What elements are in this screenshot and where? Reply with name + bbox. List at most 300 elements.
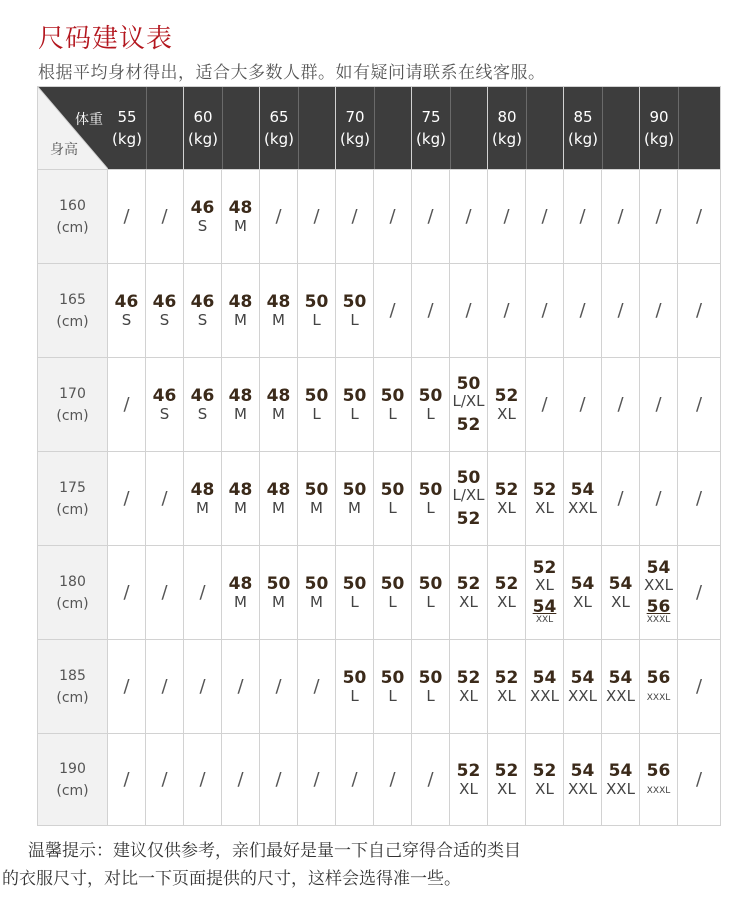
size-cell xyxy=(526,264,564,358)
weight-unit: (kg) xyxy=(112,130,142,148)
size-label: XXL xyxy=(606,686,635,705)
size-na: / xyxy=(123,393,130,415)
size-cell xyxy=(526,452,564,546)
size-cell xyxy=(260,264,298,358)
size-number: 52 xyxy=(532,479,557,500)
size-na: / xyxy=(655,487,662,509)
size-label: M xyxy=(348,498,361,517)
weight-value: 55 xyxy=(117,108,137,126)
size-na: / xyxy=(617,205,624,227)
weight-unit: (kg) xyxy=(492,130,522,148)
weight-header-70 xyxy=(336,87,412,170)
size-cell xyxy=(678,452,721,546)
size-na: / xyxy=(465,205,472,227)
size-cell xyxy=(298,452,336,546)
size-na: / xyxy=(695,581,703,603)
size-na: / xyxy=(427,205,434,227)
height-unit: (cm) xyxy=(56,782,89,799)
size-label: L/XL xyxy=(452,392,485,411)
size-number: 48 xyxy=(190,479,215,500)
size-number: 50 xyxy=(304,573,329,594)
height-header xyxy=(38,640,108,734)
size-na: / xyxy=(161,675,168,697)
size-cell xyxy=(260,358,298,452)
size-number: 54 xyxy=(532,667,557,688)
height-value: 190 xyxy=(59,760,86,777)
height-value: 180 xyxy=(59,573,86,590)
size-cell xyxy=(374,452,412,546)
height-row-185 xyxy=(38,640,721,734)
size-na: / xyxy=(161,205,168,227)
size-cell xyxy=(678,170,721,264)
size-na: / xyxy=(695,299,703,321)
size-label: L xyxy=(388,404,397,423)
size-cell xyxy=(564,264,602,358)
size-label: S xyxy=(197,404,208,423)
size-label: M xyxy=(234,592,247,611)
size-number: 48 xyxy=(228,197,253,218)
size-na: / xyxy=(123,205,130,227)
size-number: 50 xyxy=(304,479,329,500)
height-row-190 xyxy=(38,734,721,826)
size-number: 52 xyxy=(456,508,481,529)
size-na: / xyxy=(695,768,703,790)
size-label: M xyxy=(272,498,285,517)
size-cell xyxy=(640,546,678,640)
size-cell xyxy=(108,734,146,826)
weight-value: 60 xyxy=(193,108,213,126)
size-cell xyxy=(488,734,526,826)
size-number: 50 xyxy=(380,385,405,406)
size-cell xyxy=(374,546,412,640)
size-cell xyxy=(564,170,602,264)
height-unit: (cm) xyxy=(56,407,89,424)
size-cell xyxy=(678,264,721,358)
size-label: M xyxy=(196,498,209,517)
size-na: / xyxy=(427,768,434,790)
size-label: XL xyxy=(497,686,516,705)
page-title: 尺码建议表 xyxy=(38,24,174,54)
size-label: L xyxy=(426,686,435,705)
size-cell xyxy=(450,358,488,452)
size-number: 50 xyxy=(342,291,367,312)
height-value: 170 xyxy=(59,385,86,402)
size-cell xyxy=(602,358,640,452)
size-cell xyxy=(336,170,374,264)
size-na: / xyxy=(237,675,244,697)
tip-note xyxy=(0,837,750,893)
size-number: 50 xyxy=(342,573,367,594)
weight-header-55 xyxy=(108,87,184,170)
size-cell xyxy=(526,640,564,734)
size-cell xyxy=(602,640,640,734)
size-cell xyxy=(146,358,184,452)
size-cell xyxy=(564,546,602,640)
size-cell xyxy=(412,640,450,734)
size-number: 50 xyxy=(418,573,443,594)
size-number: 54 xyxy=(570,479,595,500)
size-label: XXL xyxy=(535,615,554,626)
size-number: 52 xyxy=(456,667,481,688)
size-cell xyxy=(678,546,721,640)
size-label: XXXL xyxy=(646,785,671,796)
size-number: 50 xyxy=(304,291,329,312)
size-number: 46 xyxy=(152,291,177,312)
size-na: / xyxy=(313,675,320,697)
size-cell xyxy=(260,546,298,640)
size-cell xyxy=(640,640,678,734)
weight-unit: (kg) xyxy=(568,130,598,148)
size-cell xyxy=(640,170,678,264)
tip-line-2: 的衣服尺寸，对比一下页面提供的尺寸，这样会选得准一些。 xyxy=(2,869,461,889)
size-na: / xyxy=(161,581,168,603)
size-cell xyxy=(564,452,602,546)
size-na: / xyxy=(617,487,624,509)
height-header xyxy=(38,264,108,358)
weight-unit: (kg) xyxy=(264,130,294,148)
size-cell xyxy=(336,452,374,546)
size-na: / xyxy=(617,393,624,415)
size-number: 50 xyxy=(456,373,481,394)
size-label: L xyxy=(350,686,359,705)
size-na: / xyxy=(199,768,206,790)
size-label: S xyxy=(197,216,208,235)
size-number: 50 xyxy=(418,385,443,406)
size-cell xyxy=(488,170,526,264)
weight-value: 80 xyxy=(497,108,517,126)
size-number: 52 xyxy=(532,557,557,578)
size-na: / xyxy=(123,768,130,790)
size-cell xyxy=(564,358,602,452)
size-cell xyxy=(450,264,488,358)
height-header xyxy=(38,546,108,640)
size-cell xyxy=(222,546,260,640)
size-label: L xyxy=(350,404,359,423)
size-label: XL xyxy=(459,592,478,611)
weight-value: 75 xyxy=(421,108,441,126)
size-label: M xyxy=(234,216,247,235)
size-label: L/XL xyxy=(452,486,485,505)
height-row-165 xyxy=(38,264,721,358)
size-cell xyxy=(412,170,450,264)
size-cell xyxy=(336,264,374,358)
size-number: 48 xyxy=(228,385,253,406)
size-na: / xyxy=(123,675,130,697)
size-cell xyxy=(146,546,184,640)
size-cell xyxy=(298,734,336,826)
size-na: / xyxy=(655,299,662,321)
size-cell xyxy=(488,358,526,452)
size-number: 48 xyxy=(266,385,291,406)
size-cell xyxy=(450,546,488,640)
size-na: / xyxy=(503,205,510,227)
size-number: 52 xyxy=(456,573,481,594)
size-label: M xyxy=(234,404,247,423)
size-number: 48 xyxy=(228,573,253,594)
size-cell xyxy=(146,734,184,826)
size-na: / xyxy=(389,205,396,227)
weight-value: 90 xyxy=(649,108,669,126)
size-cell xyxy=(602,734,640,826)
size-cell xyxy=(108,452,146,546)
size-label: XXL xyxy=(606,779,635,798)
size-label: XL xyxy=(611,592,630,611)
size-cell xyxy=(108,264,146,358)
size-label: M xyxy=(234,498,247,517)
size-chart-table xyxy=(37,86,721,826)
size-number: 56 xyxy=(646,668,671,689)
size-number: 52 xyxy=(494,760,519,781)
size-cell xyxy=(678,734,721,826)
weight-unit: (kg) xyxy=(644,130,674,148)
size-number: 54 xyxy=(608,573,633,594)
size-na: / xyxy=(541,205,548,227)
size-number: 52 xyxy=(456,414,481,435)
size-cell xyxy=(374,734,412,826)
size-label: M xyxy=(272,310,285,329)
size-na: / xyxy=(161,487,168,509)
size-number: 56 xyxy=(646,761,671,782)
size-cell xyxy=(526,358,564,452)
size-number: 50 xyxy=(342,479,367,500)
size-na: / xyxy=(655,205,662,227)
size-cell xyxy=(260,640,298,734)
size-cell xyxy=(374,170,412,264)
size-label: XXL xyxy=(644,576,673,595)
size-cell xyxy=(108,640,146,734)
size-number: 50 xyxy=(418,479,443,500)
size-na: / xyxy=(695,393,703,415)
weight-value: 65 xyxy=(269,108,289,126)
weight-header-65 xyxy=(260,87,336,170)
size-na: / xyxy=(123,581,130,603)
size-na: / xyxy=(275,205,282,227)
size-number: 46 xyxy=(190,291,215,312)
weight-header-60 xyxy=(184,87,260,170)
size-cell xyxy=(602,264,640,358)
size-label: XL xyxy=(535,576,554,595)
size-cell xyxy=(602,546,640,640)
size-label: XXL xyxy=(530,686,559,705)
size-cell xyxy=(412,734,450,826)
size-label: XL xyxy=(497,404,516,423)
size-cell xyxy=(374,358,412,452)
size-label: XL xyxy=(459,686,478,705)
weight-header-90 xyxy=(640,87,721,170)
size-number: 52 xyxy=(494,667,519,688)
size-cell xyxy=(222,640,260,734)
size-label: XXL xyxy=(568,779,597,798)
size-number: 50 xyxy=(456,467,481,488)
height-row-180 xyxy=(38,546,721,640)
size-cell xyxy=(184,452,222,546)
height-header xyxy=(38,452,108,546)
weight-header-row xyxy=(38,87,721,170)
size-na: / xyxy=(427,299,434,321)
size-cell xyxy=(260,734,298,826)
weight-header-80 xyxy=(488,87,564,170)
size-number: 50 xyxy=(380,573,405,594)
size-cell xyxy=(564,734,602,826)
size-cell xyxy=(640,358,678,452)
size-label: L xyxy=(388,686,397,705)
size-label: M xyxy=(234,310,247,329)
size-number: 52 xyxy=(456,760,481,781)
size-cell xyxy=(260,452,298,546)
size-cell xyxy=(602,452,640,546)
size-na: / xyxy=(541,299,548,321)
size-label: M xyxy=(272,404,285,423)
size-label: M xyxy=(272,592,285,611)
size-cell xyxy=(412,452,450,546)
size-number: 48 xyxy=(228,291,253,312)
size-cell xyxy=(298,546,336,640)
weight-unit: (kg) xyxy=(188,130,218,148)
height-value: 160 xyxy=(59,197,86,214)
size-cell xyxy=(488,546,526,640)
size-na: / xyxy=(503,299,510,321)
height-unit: (cm) xyxy=(56,219,89,236)
size-number: 48 xyxy=(228,479,253,500)
size-number: 46 xyxy=(190,385,215,406)
size-cell xyxy=(412,264,450,358)
size-cell xyxy=(450,452,488,546)
size-label: L xyxy=(426,498,435,517)
size-chart-body xyxy=(38,170,721,826)
size-number: 50 xyxy=(266,573,291,594)
height-axis-label: 身高 xyxy=(50,142,78,158)
size-label: S xyxy=(159,404,170,423)
size-cell xyxy=(222,452,260,546)
size-label: XL xyxy=(535,779,554,798)
size-number: 50 xyxy=(342,667,367,688)
size-number: 48 xyxy=(266,291,291,312)
size-na: / xyxy=(313,205,320,227)
size-cell xyxy=(678,358,721,452)
size-label: L xyxy=(426,592,435,611)
size-label: M xyxy=(310,498,323,517)
size-cell xyxy=(222,170,260,264)
size-number: 50 xyxy=(304,385,329,406)
size-cell xyxy=(640,264,678,358)
size-cell xyxy=(450,170,488,264)
size-na: / xyxy=(389,768,396,790)
size-label: S xyxy=(159,310,170,329)
size-label: S xyxy=(197,310,208,329)
height-header xyxy=(38,358,108,452)
size-cell xyxy=(336,546,374,640)
size-cell xyxy=(602,170,640,264)
size-cell xyxy=(640,734,678,826)
size-label: L xyxy=(350,310,359,329)
size-na: / xyxy=(579,299,586,321)
height-row-160 xyxy=(38,170,721,264)
size-label: XXL xyxy=(568,498,597,517)
size-number: 46 xyxy=(190,197,215,218)
height-row-175 xyxy=(38,452,721,546)
size-cell xyxy=(412,358,450,452)
size-label: L xyxy=(426,404,435,423)
size-number: 50 xyxy=(380,479,405,500)
size-na: / xyxy=(161,768,168,790)
size-cell xyxy=(184,734,222,826)
weight-unit: (kg) xyxy=(416,130,446,148)
size-cell xyxy=(146,264,184,358)
size-na: / xyxy=(275,675,282,697)
size-cell xyxy=(526,170,564,264)
weight-axis-label: 体重 xyxy=(75,112,103,128)
size-label: L xyxy=(388,498,397,517)
size-number: 52 xyxy=(494,479,519,500)
size-label: L xyxy=(312,404,321,423)
size-cell xyxy=(298,264,336,358)
size-cell xyxy=(298,358,336,452)
size-na: / xyxy=(617,299,624,321)
size-cell xyxy=(640,452,678,546)
size-cell xyxy=(260,170,298,264)
size-na: / xyxy=(351,205,358,227)
size-cell xyxy=(184,264,222,358)
size-number: 46 xyxy=(114,291,139,312)
height-unit: (cm) xyxy=(56,501,89,518)
size-cell xyxy=(108,358,146,452)
size-na: / xyxy=(579,205,586,227)
size-cell xyxy=(336,734,374,826)
size-number: 52 xyxy=(494,573,519,594)
height-row-170 xyxy=(38,358,721,452)
size-cell xyxy=(184,358,222,452)
size-number: 54 xyxy=(646,557,671,578)
size-na: / xyxy=(389,299,396,321)
size-na: / xyxy=(579,393,586,415)
height-value: 175 xyxy=(59,479,86,496)
size-label: XXXL xyxy=(646,615,671,626)
size-label: XL xyxy=(535,498,554,517)
size-cell xyxy=(488,640,526,734)
size-number: 54 xyxy=(532,596,557,617)
height-value: 185 xyxy=(59,667,86,684)
size-cell xyxy=(184,640,222,734)
size-cell xyxy=(298,640,336,734)
size-na: / xyxy=(465,299,472,321)
size-na: / xyxy=(275,768,282,790)
size-cell xyxy=(450,734,488,826)
size-label: M xyxy=(310,592,323,611)
size-cell xyxy=(336,358,374,452)
tip-line-1: 温馨提示：建议仅供参考，亲们最好是量一下自己穿得合适的类目 xyxy=(28,841,521,861)
size-na: / xyxy=(123,487,130,509)
size-number: 50 xyxy=(380,667,405,688)
height-value: 165 xyxy=(59,291,86,308)
size-cell xyxy=(184,546,222,640)
size-cell xyxy=(222,358,260,452)
weight-value: 85 xyxy=(573,108,593,126)
size-cell xyxy=(564,640,602,734)
size-cell xyxy=(108,546,146,640)
weight-value: 70 xyxy=(345,108,365,126)
size-na: / xyxy=(655,393,662,415)
size-number: 54 xyxy=(570,667,595,688)
size-label: XXXL xyxy=(646,692,671,703)
size-cell xyxy=(412,546,450,640)
size-na: / xyxy=(351,768,358,790)
size-label: L xyxy=(312,310,321,329)
size-cell xyxy=(146,640,184,734)
size-cell xyxy=(336,640,374,734)
size-label: L xyxy=(388,592,397,611)
size-label: XL xyxy=(497,779,516,798)
height-unit: (cm) xyxy=(56,595,89,612)
